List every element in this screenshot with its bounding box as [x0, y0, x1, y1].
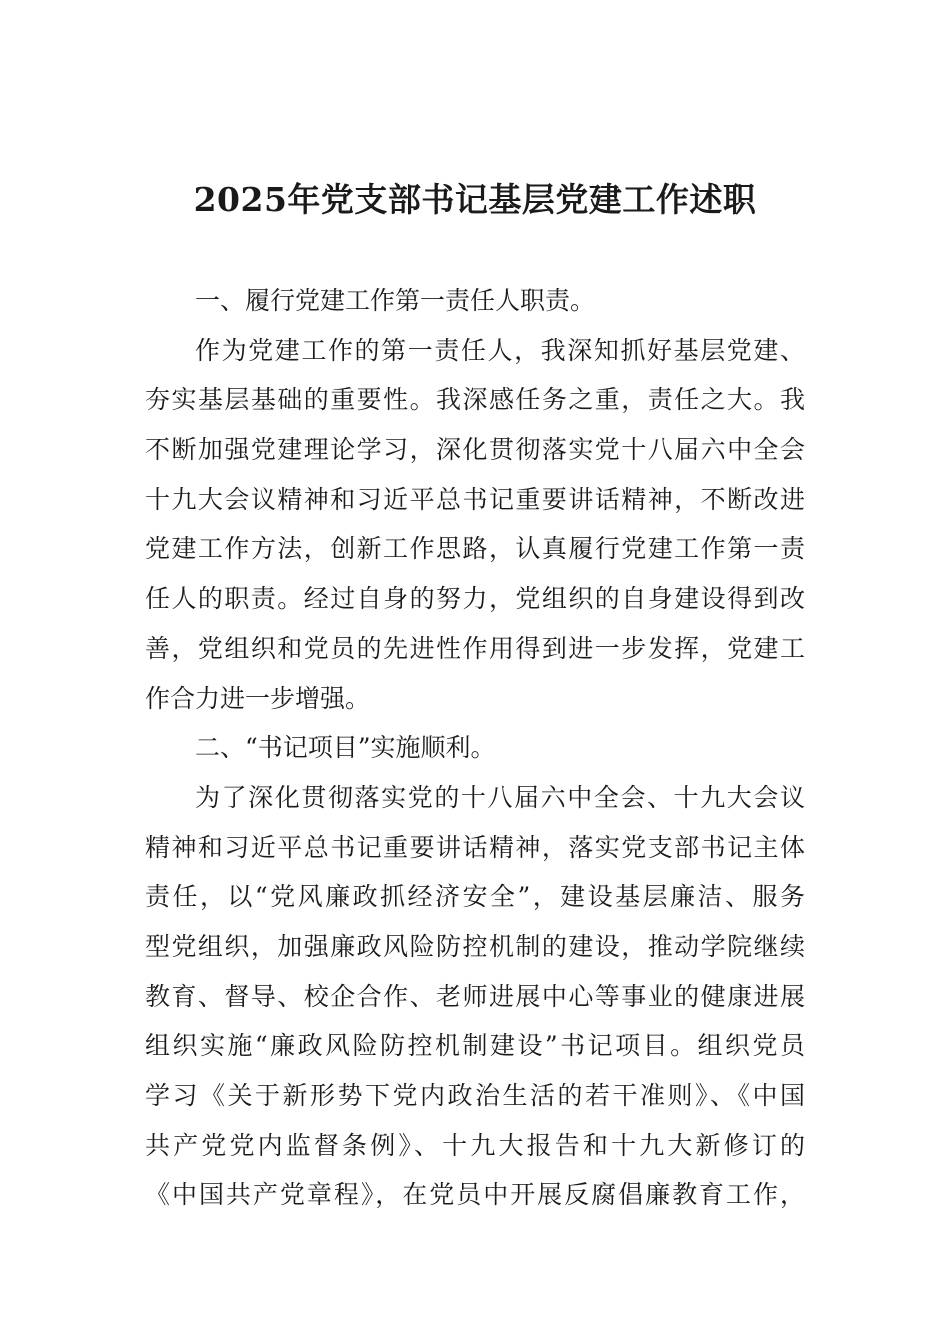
paragraph-line: 教育、督导、校企合作、老师进展中心等事业的健康进展	[145, 981, 805, 1011]
paragraph-line: 精神和习近平总书记重要讲话精神，落实党支部书记主体	[145, 832, 805, 862]
paragraph-line: 作合力进一步增强。	[145, 683, 371, 713]
paragraph-line: 党建工作方法，创新工作思路，认真履行党建工作第一责	[145, 534, 805, 564]
paragraph-line: 二、“书记项目”实施顺利。	[195, 733, 496, 763]
paragraph-line: 组织实施“廉政风险防控机制建设”书记项目。组织党员	[145, 1031, 805, 1061]
paragraph-line: 型党组织，加强廉政风险防控机制的建设，推动学院继续	[145, 931, 805, 961]
paragraph-line: 责任，以“党风廉政抓经济安全”，建设基层廉洁、服务	[145, 882, 805, 912]
paragraph-line: 十九大会议精神和习近平总书记重要讲话精神，不断改进	[145, 484, 805, 514]
document-title: 2025年党支部书记基层党建工作述职	[193, 180, 757, 219]
paragraph-line: 《中国共产党章程》，在党员中开展反腐倡廉教育工作，	[145, 1180, 805, 1210]
paragraph-line: 夯实基层基础的重要性。我深感任务之重，责任之大。我	[145, 385, 805, 415]
paragraph-line: 学习《关于新形势下党内政治生活的若干准则》、《中国	[145, 1081, 805, 1110]
paragraph-line: 善，党组织和党员的先进性作用得到进一步发挥，党建工	[145, 633, 805, 663]
paragraph-line: 不断加强党建理论学习，深化贯彻落实党十八届六中全会	[145, 435, 805, 465]
paragraph-line: 一、履行党建工作第一责任人职责。	[195, 286, 596, 315]
paragraph-line: 共产党党内监督条例》、十九大报告和十九大新修订的	[145, 1130, 805, 1160]
paragraph-line: 任人的职责。经过自身的努力，党组织的自身建设得到改	[145, 584, 805, 614]
paragraph-line: 作为党建工作的第一责任人，我深知抓好基层党建、	[195, 335, 805, 365]
paragraph-line: 为了深化贯彻落实党的十八届六中全会、十九大会议	[195, 782, 805, 812]
document-body	[145, 276, 805, 1220]
